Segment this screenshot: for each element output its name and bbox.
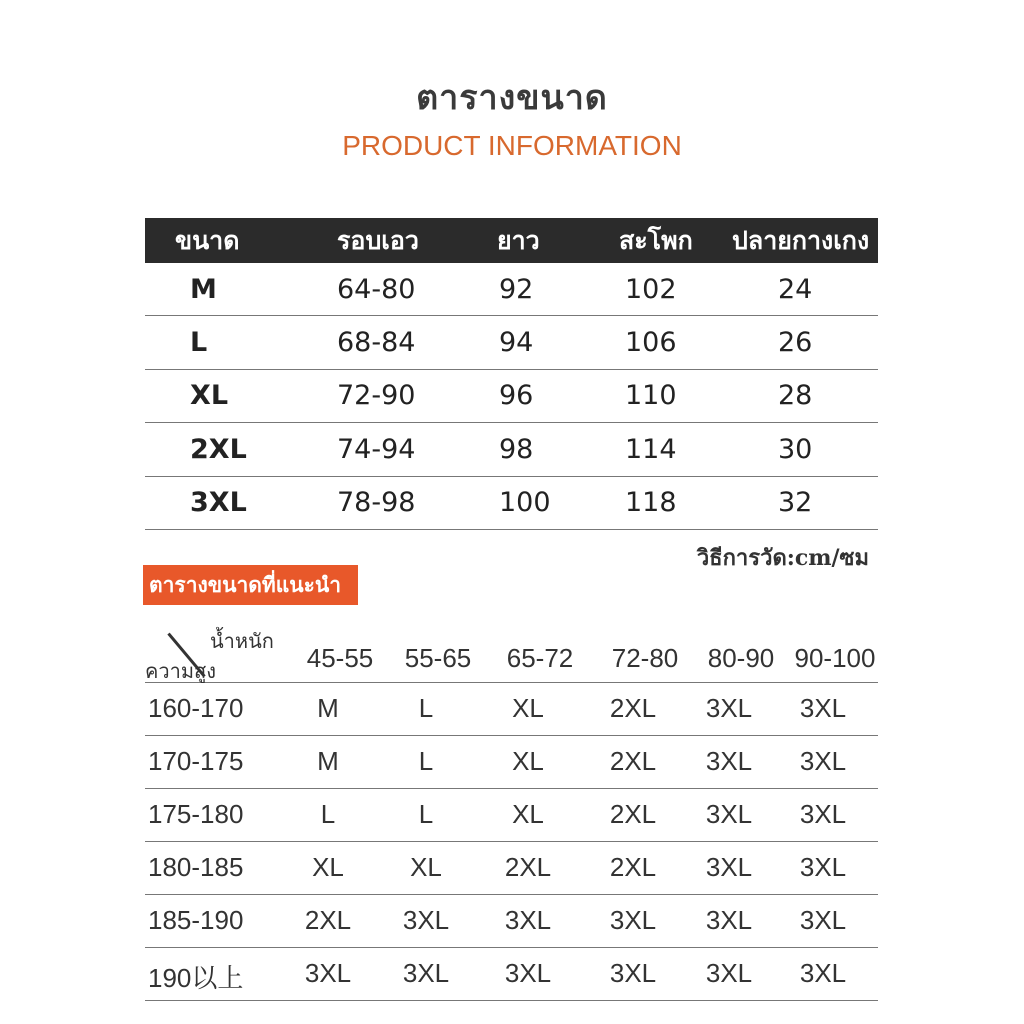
- table-cell: 96: [499, 380, 534, 412]
- table-cell: 92: [499, 273, 534, 305]
- size-cell: 2XL: [609, 746, 657, 776]
- size-cell: 3XL: [402, 905, 450, 935]
- size-cell: XL: [410, 852, 442, 882]
- size-cell: 3XL: [402, 958, 450, 988]
- size-cell: 3XL: [609, 905, 657, 935]
- recommend-table-header: [145, 625, 878, 683]
- table-cell: 78-98: [337, 487, 416, 519]
- table-cell: 64-80: [337, 273, 416, 305]
- size-cell: 2XL: [609, 852, 657, 882]
- size-cell: 3XL: [705, 852, 753, 882]
- size-cell: 3XL: [304, 958, 352, 988]
- table-cell: 24: [778, 273, 813, 305]
- height-cell: 190以上: [148, 963, 244, 993]
- size-table: [145, 218, 878, 530]
- height-cell: 170-175: [148, 746, 244, 776]
- table-cell: 106: [625, 327, 677, 359]
- table-cell: 100: [499, 487, 551, 519]
- size-cell: 2XL: [609, 799, 657, 829]
- table-cell: 110: [625, 380, 677, 412]
- size-cell: L: [418, 746, 434, 776]
- header-leg-opening: ปลายกางเกง: [732, 225, 870, 255]
- size-cell: XL: [512, 799, 544, 829]
- table-cell: 32: [778, 487, 813, 519]
- table-row: [145, 477, 878, 530]
- recommend-table: [145, 625, 878, 1001]
- table-row: [145, 683, 878, 736]
- table-cell: 30: [778, 433, 813, 465]
- size-cell: 3XL: [705, 693, 753, 723]
- recommend-table-body: [145, 683, 878, 1001]
- table-cell: L: [190, 327, 208, 359]
- table-row: [145, 316, 878, 369]
- recommend-badge: ตารางขนาดที่แนะนำ: [143, 565, 358, 605]
- height-cell: 160-170: [148, 693, 244, 723]
- table-cell: 102: [625, 273, 677, 305]
- size-cell: 3XL: [799, 905, 847, 935]
- size-cell: 2XL: [304, 905, 352, 935]
- size-cell: 2XL: [504, 852, 552, 882]
- corner-weight-label: น้ำหนัก: [210, 629, 274, 653]
- table-cell: 114: [625, 433, 677, 465]
- table-cell: 68-84: [337, 327, 416, 359]
- size-cell: 3XL: [705, 958, 753, 988]
- header-hip: สะโพก: [619, 225, 693, 255]
- size-cell: 3XL: [609, 958, 657, 988]
- size-cell: L: [418, 799, 434, 829]
- page-title: ตารางขนาด: [416, 78, 608, 118]
- table-cell: 26: [778, 327, 813, 359]
- size-cell: 3XL: [799, 852, 847, 882]
- table-cell: 2XL: [190, 433, 247, 465]
- height-cell: 175-180: [148, 799, 244, 829]
- header-waist: รอบเอว: [337, 225, 419, 255]
- weight-column-header: 65-72: [506, 643, 574, 673]
- weight-column-header: 80-90: [707, 643, 775, 673]
- size-cell: XL: [312, 852, 344, 882]
- table-row: [145, 370, 878, 423]
- table-cell: 94: [499, 327, 534, 359]
- size-cell: 3XL: [799, 799, 847, 829]
- size-cell: L: [418, 693, 434, 723]
- corner-height-label: ความสูง: [145, 659, 216, 683]
- size-cell: 3XL: [799, 746, 847, 776]
- table-cell: 28: [778, 380, 813, 412]
- table-cell: 74-94: [337, 433, 416, 465]
- measure-note: วิธีการวัด:cm/ซม: [696, 545, 869, 571]
- table-row: [145, 789, 878, 842]
- size-cell: M: [317, 693, 339, 723]
- size-cell: 3XL: [705, 905, 753, 935]
- header-length: ยาว: [497, 225, 540, 255]
- size-cell: 3XL: [504, 958, 552, 988]
- weight-column-header: 90-100: [794, 643, 876, 673]
- size-table-body: [145, 263, 878, 530]
- size-cell: M: [317, 746, 339, 776]
- size-table-header: [145, 218, 878, 263]
- table-cell: XL: [190, 380, 229, 412]
- size-cell: 2XL: [609, 693, 657, 723]
- table-cell: 118: [625, 487, 677, 519]
- page-subtitle: PRODUCT INFORMATION: [342, 130, 682, 161]
- table-cell: 98: [499, 433, 534, 465]
- size-cell: L: [320, 799, 336, 829]
- table-cell: 3XL: [190, 487, 247, 519]
- weight-column-header: 55-65: [404, 643, 472, 673]
- size-cell: XL: [512, 746, 544, 776]
- size-cell: 3XL: [504, 905, 552, 935]
- table-cell: 72-90: [337, 380, 416, 412]
- weight-column-header: 45-55: [306, 643, 374, 673]
- table-row: [145, 895, 878, 948]
- size-cell: 3XL: [705, 746, 753, 776]
- size-cell: 3XL: [705, 799, 753, 829]
- weight-column-header: 72-80: [611, 643, 679, 673]
- size-cell: 3XL: [799, 958, 847, 988]
- height-cell: 185-190: [148, 905, 244, 935]
- table-row: [145, 263, 878, 316]
- table-row: [145, 842, 878, 895]
- table-row: [145, 948, 878, 1001]
- height-cell: 180-185: [148, 852, 244, 882]
- table-row: [145, 736, 878, 789]
- size-cell: 3XL: [799, 693, 847, 723]
- table-cell: M: [190, 273, 217, 305]
- table-row: [145, 423, 878, 476]
- size-cell: XL: [512, 693, 544, 723]
- header-size: ขนาด: [175, 225, 240, 255]
